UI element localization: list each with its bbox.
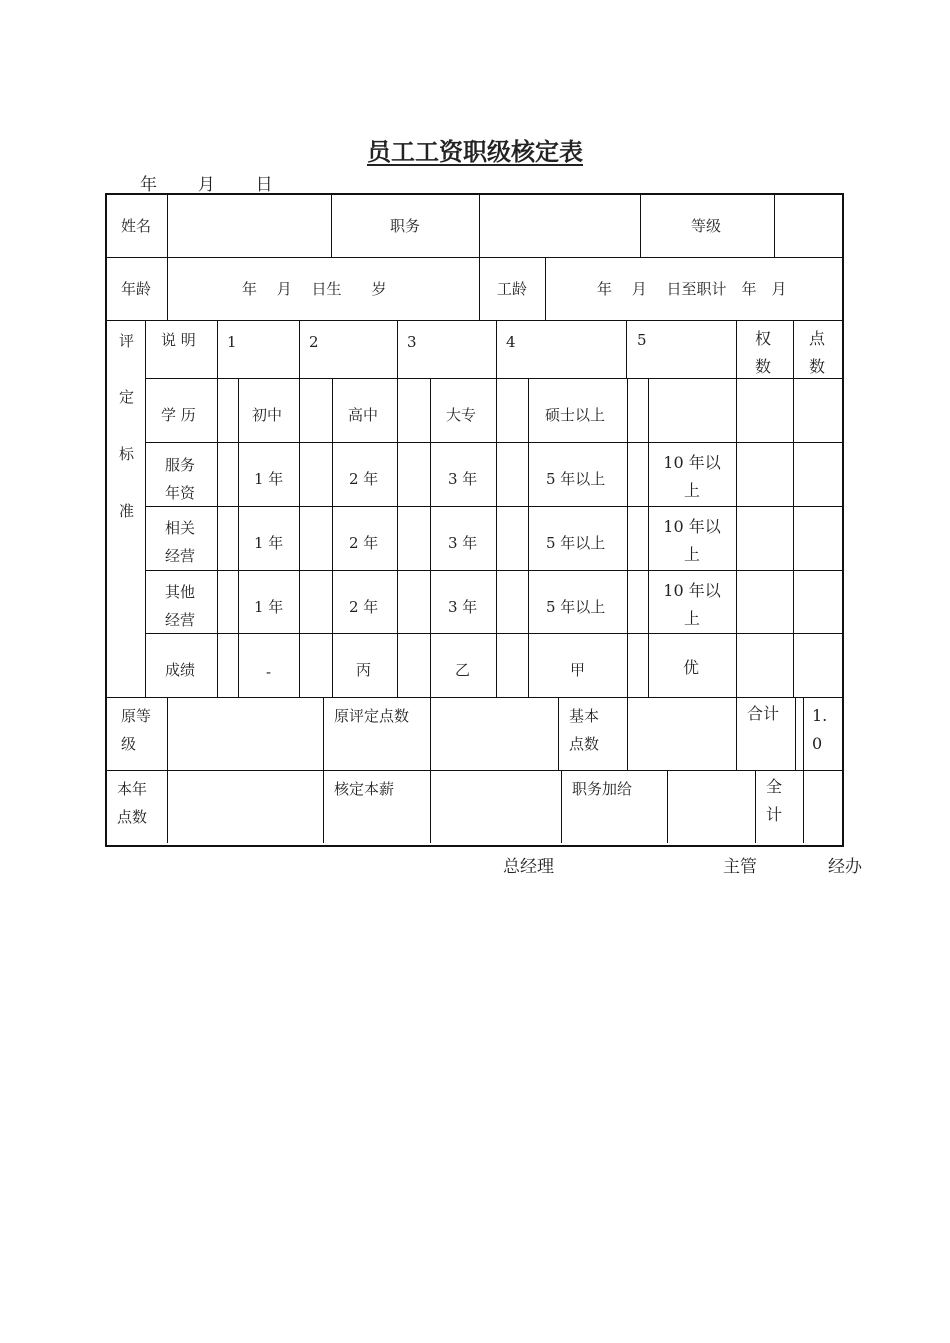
salary-grade-table	[105, 193, 844, 847]
label-base-points: 基本点数	[569, 707, 600, 753]
level-1: 1	[227, 333, 237, 351]
cell-value: 1 年	[254, 598, 284, 616]
cell-value: 3 年	[448, 470, 478, 488]
cell-value: 3 年	[448, 534, 478, 552]
label-grade: 等级	[691, 217, 722, 235]
row-label-education: 学 历	[161, 406, 196, 424]
date-line	[140, 170, 273, 195]
cell-value: 5 年以上	[546, 598, 606, 616]
side-label-char: 定	[119, 388, 135, 406]
cell-value: 10 年以上	[663, 453, 721, 500]
label-position: 职务	[390, 217, 421, 235]
cell-value: 3 年	[448, 598, 478, 616]
cell-value: 2 年	[349, 470, 379, 488]
cell-value: 乙	[455, 661, 471, 679]
cell-value: -	[266, 663, 272, 681]
label-age: 年龄	[121, 280, 152, 298]
cell-value: 2 年	[349, 598, 379, 616]
side-label-char: 评	[119, 332, 135, 350]
row-label-other-experience: 其他经营	[165, 583, 196, 629]
label-original-grade: 原等级	[121, 707, 152, 753]
cell-value: 10 年以上	[663, 581, 721, 628]
date-day: 日	[255, 175, 273, 195]
date-month: 月	[197, 175, 215, 195]
row-label-performance: 成绩	[165, 661, 196, 679]
cell-value: 优	[683, 658, 700, 677]
level-3: 3	[407, 333, 417, 351]
label-full-total: 全计	[766, 777, 783, 824]
signature-general-manager: 总经理	[503, 857, 554, 877]
cell-value: 丙	[356, 661, 372, 679]
level-2: 2	[309, 333, 319, 351]
header-points: 点数	[809, 329, 826, 376]
cell-value: 5 年以上	[546, 534, 606, 552]
label-position-bonus: 职务加给	[572, 780, 633, 798]
row-label-related-experience: 相关经营	[165, 519, 196, 565]
label-year-points: 本年点数	[117, 780, 148, 826]
side-label-char: 标	[119, 445, 135, 463]
page-title: 员工工资职级核定表	[367, 138, 583, 166]
total-value: 1.0	[812, 706, 828, 753]
signature-handler: 经办	[828, 857, 862, 877]
label-original-points: 原评定点数	[334, 707, 410, 725]
level-5: 5	[637, 331, 647, 349]
age-value: 年 月 日生 岁	[242, 280, 387, 298]
level-4: 4	[506, 333, 516, 351]
cell-value: 硕士以上	[545, 406, 606, 424]
cell-value: 大专	[446, 406, 477, 424]
date-year: 年	[140, 175, 157, 195]
signature-supervisor: 主管	[723, 857, 757, 877]
cell-value: 1 年	[254, 470, 284, 488]
row-label-service-years: 服务年资	[165, 456, 196, 502]
label-approved-salary: 核定本薪	[334, 780, 395, 798]
cell-value: 初中	[252, 406, 283, 424]
cell-value: 5 年以上	[546, 470, 606, 488]
label-total: 合计	[747, 704, 780, 723]
label-name: 姓名	[121, 217, 152, 235]
cell-value: 高中	[348, 406, 379, 424]
cell-value: 2 年	[349, 534, 379, 552]
side-label-char: 准	[119, 502, 135, 520]
seniority-value: 年 月 日至职计 年 月	[597, 280, 787, 298]
cell-value: 1 年	[254, 534, 284, 552]
cell-value: 10 年以上	[663, 517, 721, 564]
header-weight: 权数	[755, 329, 772, 376]
cell-value: 甲	[570, 661, 586, 679]
header-label: 说 明	[161, 331, 196, 349]
label-seniority: 工龄	[497, 280, 528, 298]
